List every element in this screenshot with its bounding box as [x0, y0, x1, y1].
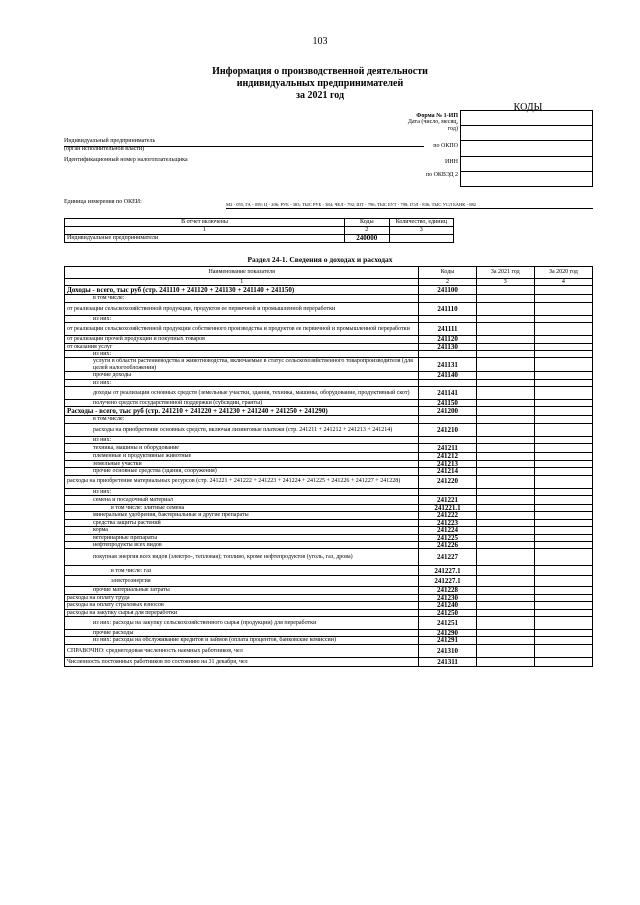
- row-code: 241221.1: [419, 504, 476, 511]
- code-cell-date[interactable]: [461, 126, 593, 141]
- table-row: [65, 336, 593, 343]
- inn-label: Идентификационный номер налогоплательщика: [64, 157, 188, 163]
- row-name: расходы на закупку сырья для переработки: [65, 609, 419, 616]
- row-code: 241223: [419, 519, 476, 526]
- value-2020-cell[interactable]: [534, 468, 592, 475]
- value-2020-cell[interactable]: [534, 637, 592, 644]
- value-2020-cell[interactable]: [534, 358, 592, 372]
- value-2021-cell[interactable]: [476, 566, 534, 576]
- row-name: нефтепродукты всех видов: [65, 541, 419, 548]
- value-2021-cell[interactable]: [476, 576, 534, 587]
- value-2021-cell[interactable]: [476, 379, 534, 386]
- table-row: [65, 460, 593, 467]
- row-name: доходы от реализации основных средств (земельные участки, здания, техника, машины, оборудование, продуктивный скот): [65, 387, 419, 400]
- row-name: от реализации прочей продукции и покупных товаров: [65, 336, 419, 343]
- table-row: [65, 444, 593, 453]
- row-code: [419, 436, 476, 443]
- report-num-1: 1: [65, 227, 345, 235]
- value-2020-cell[interactable]: [534, 315, 592, 322]
- value-2021-cell[interactable]: [476, 495, 534, 504]
- value-2021-cell[interactable]: [476, 534, 534, 541]
- table-row: [65, 616, 593, 629]
- value-2020-cell[interactable]: [534, 541, 592, 548]
- value-2021-cell[interactable]: [476, 315, 534, 322]
- row-code: 241230: [419, 594, 476, 601]
- value-2021-cell[interactable]: [476, 637, 534, 644]
- value-2021-cell[interactable]: [476, 372, 534, 379]
- report-header-codes: Коды: [345, 219, 390, 227]
- value-2021-cell[interactable]: [476, 400, 534, 407]
- table-row: [65, 657, 593, 666]
- report-header-count: Количество, единиц: [389, 219, 453, 227]
- table-row: [65, 343, 593, 350]
- value-2021-cell[interactable]: [476, 387, 534, 400]
- value-2021-cell[interactable]: [476, 541, 534, 548]
- value-2020-cell[interactable]: [534, 504, 592, 511]
- row-code: 241110: [419, 302, 476, 315]
- row-name: Численность постоянных работников по состоянию на 31 декабря, чел: [65, 657, 419, 666]
- value-2021-cell[interactable]: [476, 302, 534, 315]
- table-row: [65, 519, 593, 526]
- row-code: 241310: [419, 644, 476, 657]
- value-2020-cell[interactable]: [534, 387, 592, 400]
- value-2020-cell[interactable]: [534, 534, 592, 541]
- value-2020-cell[interactable]: [534, 609, 592, 616]
- value-2021-cell[interactable]: [476, 295, 534, 302]
- report-row-name: Индивидуальные предприниматели: [65, 235, 345, 243]
- code-cell-inn[interactable]: [461, 156, 593, 171]
- date-label: Дата (число, месяц, год): [407, 119, 458, 132]
- title-line-1: Информация о производственной деятельности: [212, 66, 428, 77]
- row-name: из них:: [65, 379, 419, 386]
- row-code: [419, 351, 476, 358]
- row-code: [419, 488, 476, 495]
- value-2020-cell[interactable]: [534, 423, 592, 436]
- value-2020-cell[interactable]: [534, 379, 592, 386]
- value-2021-cell[interactable]: [476, 323, 534, 336]
- row-code: [419, 315, 476, 322]
- table-row: [65, 315, 593, 322]
- table-row: [65, 512, 593, 519]
- table-row: [65, 323, 593, 336]
- row-code: 241250: [419, 609, 476, 616]
- table-row: [65, 295, 593, 302]
- row-code: 241212: [419, 453, 476, 460]
- row-code: 241200: [419, 407, 476, 416]
- row-name: расходы на оплату страховых взносов: [65, 602, 419, 609]
- row-name: из них: расходы на обслуживание кредитов и займов (оплата процентов, банковские комиссии): [65, 637, 419, 644]
- form-number-label: Форма № 1-ИП: [416, 113, 458, 119]
- unit-label: Единица измерения по ОКЕИ:: [64, 199, 142, 205]
- row-code: 241225: [419, 534, 476, 541]
- value-2020-cell[interactable]: [534, 436, 592, 443]
- value-2020-cell[interactable]: [534, 566, 592, 576]
- value-2021-cell[interactable]: [476, 336, 534, 343]
- table-row: [65, 400, 593, 407]
- row-name: Доходы - всего, тыс руб (стр. 241110 + 241120 + 241130 + 241140 + 241150): [65, 286, 419, 295]
- row-name: в том числе: газ: [65, 566, 419, 576]
- okpo-label: по ОКПО: [433, 143, 458, 149]
- row-name: из них: расходы на закупку сельскохозяйственного сырья (продукции) для переработки: [65, 616, 419, 629]
- main-header-name: Наименование показателя: [65, 267, 419, 279]
- row-code: 241214: [419, 468, 476, 475]
- row-name: покупная энергия всех видов (электро-, тепловая); топливо, кроме нефтепродуктов (уголь, газ, дрова): [65, 549, 419, 566]
- row-code: 241211: [419, 444, 476, 453]
- row-name: минеральные удобрения, бактериальные и другие препараты: [65, 512, 419, 519]
- row-code: 241120: [419, 336, 476, 343]
- table-row: [65, 475, 593, 488]
- title-line-3: за 2021 год: [295, 90, 345, 101]
- value-2020-cell[interactable]: [534, 302, 592, 315]
- row-code: 241111: [419, 323, 476, 336]
- title-line-2: индивидуальных предпринимателей: [236, 78, 404, 89]
- table-row: [65, 637, 593, 644]
- value-2021-cell[interactable]: [476, 460, 534, 467]
- row-code: 241220: [419, 475, 476, 488]
- main-num-2: 2: [419, 279, 476, 286]
- report-num-2: 2: [345, 227, 390, 235]
- row-name: земельные участки: [65, 460, 419, 467]
- row-code: 241251: [419, 616, 476, 629]
- code-cell-okved[interactable]: [461, 171, 593, 186]
- value-2020-cell[interactable]: [534, 351, 592, 358]
- value-2020-cell[interactable]: [534, 594, 592, 601]
- row-code: [419, 379, 476, 386]
- row-name: от оказания услуг: [65, 343, 419, 350]
- entrepreneur-label: Индивидуальный предприниматель: [64, 138, 156, 144]
- table-row: [65, 468, 593, 475]
- value-2021-cell[interactable]: [476, 629, 534, 636]
- row-code: 241291: [419, 637, 476, 644]
- row-name: племенные и продуктивные животные: [65, 453, 419, 460]
- row-name: расходы на оплату труда: [65, 594, 419, 601]
- value-2021-cell[interactable]: [476, 644, 534, 657]
- row-code: 241227.1: [419, 576, 476, 587]
- value-2020-cell[interactable]: [534, 416, 592, 423]
- value-2021-cell[interactable]: [476, 519, 534, 526]
- value-2021-cell[interactable]: [476, 436, 534, 443]
- table-row: [65, 351, 593, 358]
- table-row: [65, 576, 593, 587]
- value-2021-cell[interactable]: [476, 657, 534, 666]
- table-row: [65, 286, 593, 295]
- table-row: [65, 594, 593, 601]
- row-name: расходы на приобретение основных средств, включая лизинговые платежи (стр. 241211 + 241212 + 241213 + 241214): [65, 423, 419, 436]
- code-cell-okpo[interactable]: [461, 141, 593, 156]
- value-2021-cell[interactable]: [476, 358, 534, 372]
- row-name: из них:: [65, 315, 419, 322]
- units-line: [226, 208, 593, 209]
- value-2021-cell[interactable]: [476, 504, 534, 511]
- table-row: [65, 629, 593, 636]
- row-name: прочие доходы: [65, 372, 419, 379]
- table-row: [65, 407, 593, 416]
- value-2020-cell[interactable]: [534, 587, 592, 594]
- row-code: 241227: [419, 549, 476, 566]
- inn-code-label: ИНН: [445, 159, 458, 165]
- row-name: прочие основные средства (здания, сооружения): [65, 468, 419, 475]
- entrepreneur-sub-label: (орган исполнительной власти): [64, 146, 145, 152]
- value-2020-cell[interactable]: [534, 527, 592, 534]
- value-2021-cell[interactable]: [476, 549, 534, 566]
- table-row: [65, 416, 593, 423]
- value-2021-cell[interactable]: [476, 488, 534, 495]
- row-name: из них:: [65, 436, 419, 443]
- row-name: от реализации сельскохозяйственной продукции собственного производства и продуктов ее первичной и промышленной переработки: [65, 323, 419, 336]
- row-name: от реализации сельскохозяйственной продукции, продуктов ее первичной и промышленной переработки: [65, 302, 419, 315]
- value-2020-cell[interactable]: [534, 616, 592, 629]
- okved-label: по ОКВЭД 2: [425, 172, 458, 178]
- row-name: в том числе: элитные семена: [65, 504, 419, 511]
- main-num-1: 1: [65, 279, 419, 286]
- row-code: 241221: [419, 495, 476, 504]
- table-row: [65, 379, 593, 386]
- report-header-included: В отчет включены: [65, 219, 345, 227]
- row-code: 241222: [419, 512, 476, 519]
- value-2020-cell[interactable]: [534, 444, 592, 453]
- row-code: 241227.1: [419, 566, 476, 576]
- table-row: [65, 423, 593, 436]
- entrepreneur-line: [64, 146, 424, 147]
- row-name: услуги в области растениеводства и животноводства, включаемые в статус сельскохозяйственного товаропроизводителя (для целей налогообложения): [65, 358, 419, 372]
- main-table-body: [65, 286, 593, 666]
- row-code: 241226: [419, 541, 476, 548]
- row-name: прочие расходы: [65, 629, 419, 636]
- value-2020-cell[interactable]: [534, 407, 592, 416]
- value-2021-cell[interactable]: [476, 423, 534, 436]
- table-row: [65, 527, 593, 534]
- value-2021-cell[interactable]: [476, 527, 534, 534]
- row-name: электроэнергия: [65, 576, 419, 587]
- row-name: корма: [65, 527, 419, 534]
- value-2021-cell[interactable]: [476, 587, 534, 594]
- value-2020-cell[interactable]: [534, 602, 592, 609]
- row-name: средства защиты растений: [65, 519, 419, 526]
- row-code: [419, 416, 476, 423]
- table-row: [65, 609, 593, 616]
- row-code: 241311: [419, 657, 476, 666]
- table-row: [65, 387, 593, 400]
- report-num-3: 3: [389, 227, 453, 235]
- value-2021-cell[interactable]: [476, 351, 534, 358]
- value-2021-cell[interactable]: [476, 616, 534, 629]
- value-2021-cell[interactable]: [476, 468, 534, 475]
- row-name: в том числе:: [65, 416, 419, 423]
- value-2021-cell[interactable]: [476, 444, 534, 453]
- form-title: [120, 66, 520, 102]
- row-code: 241100: [419, 286, 476, 295]
- value-2021-cell[interactable]: [476, 512, 534, 519]
- value-2020-cell[interactable]: [534, 460, 592, 467]
- codes-box: [460, 110, 593, 187]
- value-2021-cell[interactable]: [476, 609, 534, 616]
- table-row: [65, 436, 593, 443]
- row-code: 241213: [419, 460, 476, 467]
- value-2020-cell[interactable]: [534, 286, 592, 295]
- table-row: [65, 534, 593, 541]
- value-2021-cell[interactable]: [476, 416, 534, 423]
- value-2020-cell[interactable]: [534, 453, 592, 460]
- value-2021-cell[interactable]: [476, 453, 534, 460]
- value-2020-cell[interactable]: [534, 336, 592, 343]
- main-header-codes: Коды: [419, 267, 476, 279]
- value-2020-cell[interactable]: [534, 644, 592, 657]
- main-num-3: 3: [476, 279, 534, 286]
- value-2020-cell[interactable]: [534, 576, 592, 587]
- report-table: [64, 218, 454, 243]
- value-2021-cell[interactable]: [476, 286, 534, 295]
- value-2020-cell[interactable]: [534, 657, 592, 666]
- row-code: 241224: [419, 527, 476, 534]
- row-name: Расходы - всего, тыс руб (стр. 241210 + 241220 + 241230 + 241240 + 241250 + 241290): [65, 407, 419, 416]
- table-row: [65, 587, 593, 594]
- table-row: [65, 504, 593, 511]
- value-2020-cell[interactable]: [534, 372, 592, 379]
- codes-label: КОДЫ: [513, 102, 543, 113]
- value-2021-cell[interactable]: [476, 594, 534, 601]
- value-2020-cell[interactable]: [534, 475, 592, 488]
- value-2021-cell[interactable]: [476, 343, 534, 350]
- row-name: семена и посадочный материал: [65, 495, 419, 504]
- code-cell-form[interactable]: [461, 111, 593, 126]
- value-2020-cell[interactable]: [534, 629, 592, 636]
- value-2020-cell[interactable]: [534, 495, 592, 504]
- row-name: прочие материальные затраты: [65, 587, 419, 594]
- row-name: ветеринарные препараты: [65, 534, 419, 541]
- table-row: [65, 358, 593, 372]
- row-name: получено средств государственной поддержки (субсидии, гранты): [65, 400, 419, 407]
- row-name: техника, машины и оборудование: [65, 444, 419, 453]
- row-code: 241150: [419, 400, 476, 407]
- page-number: 103: [312, 36, 328, 47]
- report-row-code: 240000: [345, 235, 390, 243]
- row-code: 241290: [419, 629, 476, 636]
- table-row: [65, 372, 593, 379]
- row-name: СПРАВОЧНО: среднегодовая численность наемных работников, чел: [65, 644, 419, 657]
- value-2020-cell[interactable]: [534, 323, 592, 336]
- table-row: [65, 549, 593, 566]
- row-code: [419, 295, 476, 302]
- value-2021-cell[interactable]: [476, 407, 534, 416]
- main-header-2021: За 2021 год: [476, 267, 534, 279]
- value-2020-cell[interactable]: [534, 519, 592, 526]
- value-2020-cell[interactable]: [534, 512, 592, 519]
- row-name: расходы на приобретение материальных ресурсов (стр. 241221 + 241222 + 241223 + 241224 + 241225 + 241226 + 241227 + 241228): [65, 475, 419, 488]
- value-2021-cell[interactable]: [476, 602, 534, 609]
- report-row-count[interactable]: [389, 235, 453, 243]
- units-list: М2 - 055, ГА - 059; Ц - 206; РУБ - 383; ТЫС РУБ - 384; ЧЕЛ - 792; ШТ - 796; ТЫС БУТ - 798; ГОЛ - 836; ТЫС УСЛ БАНК - 882: [226, 202, 477, 207]
- table-row: [65, 541, 593, 548]
- value-2020-cell[interactable]: [534, 400, 592, 407]
- table-row: [65, 644, 593, 657]
- row-name: из них:: [65, 351, 419, 358]
- table-row: [65, 495, 593, 504]
- value-2020-cell[interactable]: [534, 549, 592, 566]
- table-row: [65, 453, 593, 460]
- row-code: 241240: [419, 602, 476, 609]
- main-num-4: 4: [534, 279, 592, 286]
- row-code: 241228: [419, 587, 476, 594]
- row-code: 241131: [419, 358, 476, 372]
- value-2021-cell[interactable]: [476, 475, 534, 488]
- table-row: [65, 488, 593, 495]
- row-code: 241141: [419, 387, 476, 400]
- table-row: [65, 602, 593, 609]
- main-table: [64, 266, 593, 667]
- row-code: 241130: [419, 343, 476, 350]
- row-code: 241140: [419, 372, 476, 379]
- row-name: из них:: [65, 488, 419, 495]
- row-name: в том числе:: [65, 295, 419, 302]
- value-2020-cell[interactable]: [534, 343, 592, 350]
- row-code: 241210: [419, 423, 476, 436]
- table-row: [65, 566, 593, 576]
- main-header-2020: За 2020 год: [534, 267, 592, 279]
- table-row: [65, 302, 593, 315]
- value-2020-cell[interactable]: [534, 488, 592, 495]
- value-2020-cell[interactable]: [534, 295, 592, 302]
- section-title: Раздел 24-1. Сведения о доходах и расходах: [247, 255, 393, 264]
